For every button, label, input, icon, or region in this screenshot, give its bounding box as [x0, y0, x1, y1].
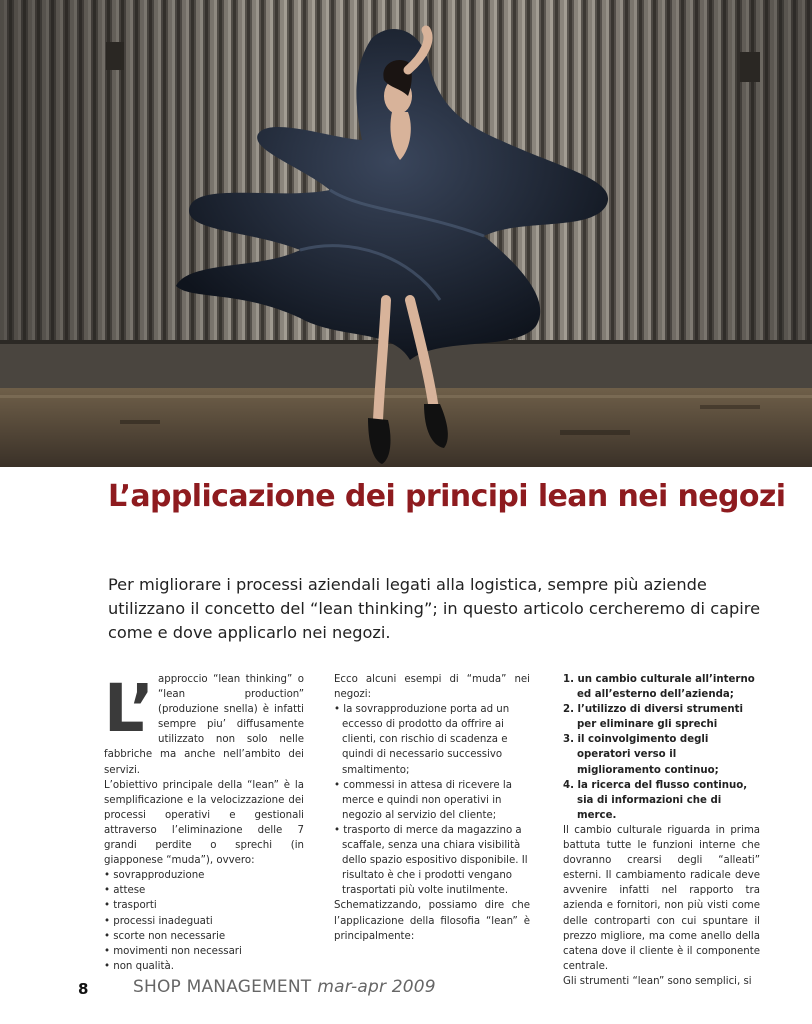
issue-date: mar-apr 2009 — [317, 977, 436, 997]
body-paragraph: Schematizzando, possiamo dire che l’applicazione della filosofia “lean” è principalmente: — [334, 900, 530, 942]
article-title: L’applicazione dei principi lean nei negozi — [108, 479, 786, 514]
body-paragraph: Il cambio culturale riguarda in prima battuta tutte le funzioni interne che dovranno crearsi degli “alleati” esterni. Il cambiamento radicale deve avvenire infatti nel rapporto tra azienda e fornitori, non più visti come delle controparti con cui spuntare il prezzo migliore, ma come anello della catena dove il cliente è il componente centrale. — [563, 824, 760, 972]
muda-list — [104, 868, 304, 974]
list-item: 3. il coinvolgimento degli operatori verso il miglioramento continuo; — [563, 734, 719, 776]
numbered-list — [563, 672, 760, 823]
list-item: • non qualità. — [104, 960, 174, 972]
list-item: • processi inadeguati — [104, 915, 213, 927]
drop-cap-letter: L’ — [104, 675, 154, 735]
drop-cap — [104, 675, 156, 735]
body-paragraph: Gli strumenti “lean” sono semplici, si — [563, 975, 752, 987]
article-deck: Per migliorare i processi aziendali legati alla logistica, sempre più aziende utilizzano il concetto del “lean thinking”; in questo articolo cercheremo di capire come e dove applicarlo nei negozi. — [108, 575, 761, 642]
list-item: 2. l’utilizzo di diversi strumenti per eliminare gli sprechi — [563, 704, 744, 731]
column-1 — [104, 672, 304, 974]
list-item: • movimenti non necessari — [104, 945, 242, 957]
list-item: 1. un cambio culturale all’interno ed all’esterno dell’azienda; — [563, 674, 755, 701]
list-item: • commessi in attesa di ricevere la merce e quindi non operativi in negozio al servizio del cliente; — [334, 779, 512, 821]
page-number: 8 — [78, 980, 89, 998]
list-item: 4. la ricerca del flusso continuo, sia di informazioni che di merce. — [563, 779, 748, 821]
column-2 — [334, 672, 530, 944]
list-item: • sovrapproduzione — [104, 870, 205, 882]
magazine-name: SHOP MANAGEMENT — [133, 977, 312, 997]
list-item: • la sovrapproduzione porta ad un eccesso di prodotto da offrire ai clienti, con rischio di scadenza e quindi di necessario successivo smaltimento; — [334, 704, 510, 776]
lead-paragraph — [104, 672, 304, 778]
list-item: • scorte non necessarie — [104, 930, 226, 942]
hero-photo — [0, 0, 812, 467]
list-item: • attese — [104, 885, 146, 897]
examples-list — [334, 702, 530, 898]
list-item: • trasporto di merce da magazzino a scaffale, senza una chiara visibilità dello spazio espositivo disponibile. Il risultato è che i prodotti vengano trasportati più volte inutilmente. — [334, 824, 528, 897]
body-paragraph: L’obiettivo principale della “lean” è la semplificazione e la velocizzazione dei processi operativi e gestionali attraverso l’eliminazione delle 7 grandi perdite o sprechi (in giapponese “muda”), ovvero: — [104, 779, 304, 867]
body-paragraph: Ecco alcuni esempi di “muda” nei negozi: — [334, 674, 530, 701]
magazine-folio — [133, 977, 436, 997]
lead-text: approccio “lean thinking” o “lean production” (produzione snella) è infatti sempre piu’ diffusamente utilizzato non solo nelle fabbriche ma anche nell’ambito dei servizi. — [104, 674, 304, 776]
column-3 — [563, 672, 760, 989]
list-item: • trasporti — [104, 900, 157, 912]
